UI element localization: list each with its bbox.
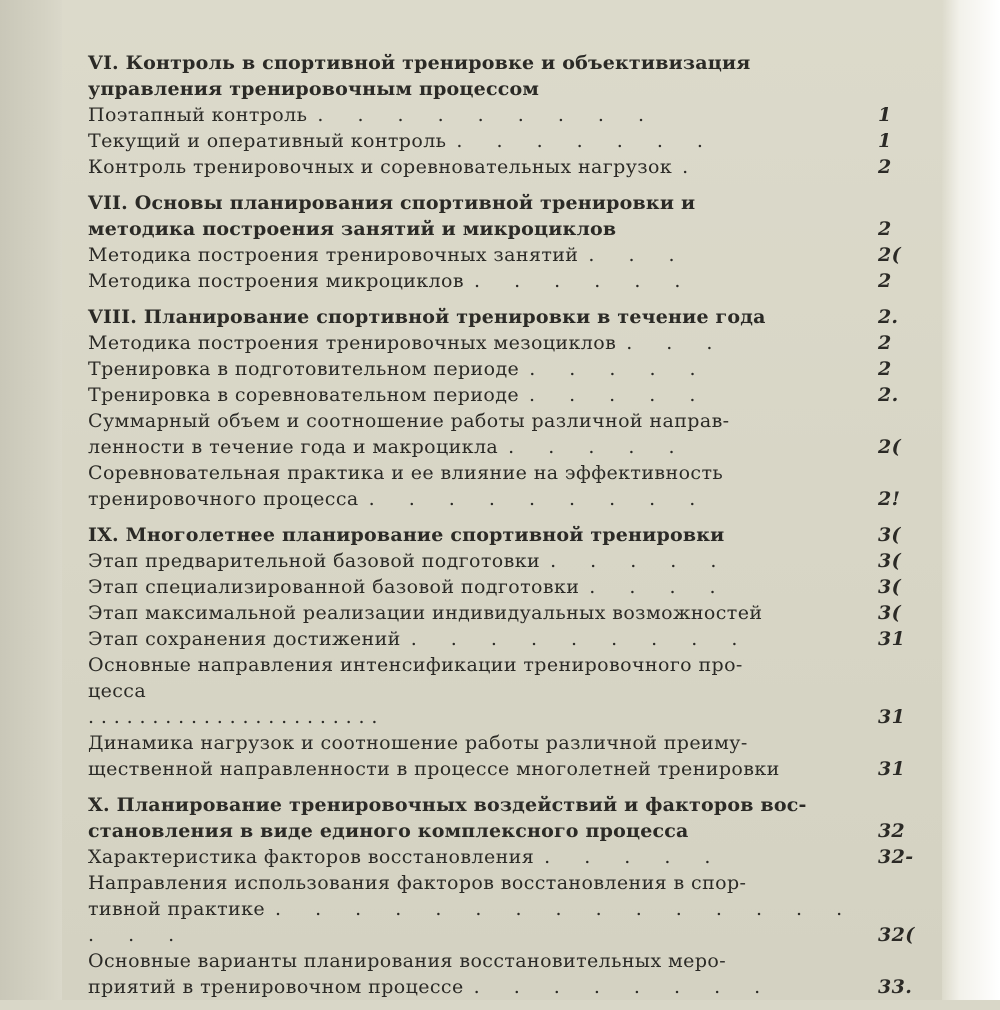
toc-entry xyxy=(88,102,948,128)
section-title-line: VIII. Планирование спортивной тренировки в течение года xyxy=(88,306,766,328)
entry-text: Соревновательная практика и ее влияние на эффективность xyxy=(88,462,724,484)
toc-entry xyxy=(88,844,948,870)
entry-text: Текущий и оперативный контроль xyxy=(88,130,447,152)
page-number: 31 xyxy=(878,758,906,780)
page-number: 33. xyxy=(878,976,913,998)
leader-dots: . . . xyxy=(588,244,689,266)
page-number: 32( xyxy=(878,924,915,946)
toc-entry xyxy=(88,382,948,408)
toc-entry xyxy=(88,626,948,652)
page-number: 31 xyxy=(878,628,906,650)
page-number: 2 xyxy=(878,218,892,240)
leader-dots: . xyxy=(682,156,703,178)
section-title xyxy=(88,522,948,548)
leader-dots: . . . . . xyxy=(508,436,689,458)
entry-text: приятий в тренировочном процессе xyxy=(88,976,464,998)
leader-dots: . . . xyxy=(626,332,727,354)
entry-text: Тренировка в подготовительном периоде xyxy=(88,358,520,380)
entry-text: Суммарный объем и соотношение работы различной направ- xyxy=(88,410,730,432)
toc-entry xyxy=(88,242,948,268)
leader-dots: . . . . . . . . . xyxy=(368,488,710,510)
page-number: 2( xyxy=(878,436,902,458)
toc-entry xyxy=(88,356,948,382)
page-number: 1 xyxy=(878,104,892,126)
page-edge-highlight xyxy=(942,0,1000,1000)
entry-text: тивной практике xyxy=(88,898,265,920)
page-number: 3( xyxy=(878,576,902,598)
toc-section-viii xyxy=(88,304,948,512)
page-number: 2 xyxy=(878,270,892,292)
toc-entry xyxy=(88,330,948,356)
leader-dots: . . . . . . . xyxy=(456,130,717,152)
leader-dots: . . . . . xyxy=(544,846,725,868)
leader-dots: . . . . . xyxy=(529,384,710,406)
page-number: 3( xyxy=(878,550,902,572)
leader-dots: . . . . . . . . . . . . . . . . . . . . . . . xyxy=(88,706,378,728)
leader-dots: . . . . . . . . xyxy=(473,976,775,998)
entry-text: Динамика нагрузок и соотношение работы различной преиму- xyxy=(88,732,748,754)
page-number: 2. xyxy=(878,306,899,328)
leader-dots: . . . . . . xyxy=(474,270,695,292)
toc-section-ix xyxy=(88,522,948,782)
page-number: 3( xyxy=(878,602,902,624)
entry-text: цесса xyxy=(88,680,147,702)
toc-entry xyxy=(88,652,948,730)
page-number: 31 xyxy=(878,706,906,728)
section-title-line: IX. Многолетнее планирование спортивной тренировки xyxy=(88,524,725,546)
toc-section-vii xyxy=(88,190,948,294)
page-number: 1 xyxy=(878,130,892,152)
page-number: 32 xyxy=(878,820,905,842)
entry-text: Основные направления интенсификации тренировочного про- xyxy=(88,654,743,676)
entry-text: Этап максимальной реализации индивидуальных возможностей xyxy=(88,602,763,624)
leader-dots: . . . . xyxy=(589,576,730,598)
page-number: 2. xyxy=(878,384,899,406)
page-number: 32- xyxy=(878,846,914,868)
toc-entry xyxy=(88,600,948,626)
leader-dots: . . . . . xyxy=(550,550,731,572)
entry-text: Характеристика факторов восстановления xyxy=(88,846,535,868)
section-title-line: методика построения занятий и микроциклов xyxy=(88,218,617,240)
entry-text: Тренировка в соревновательном периоде xyxy=(88,384,519,406)
entry-text: Этап предварительной базовой подготовки xyxy=(88,550,541,572)
toc-entry xyxy=(88,154,948,180)
toc-entry xyxy=(88,128,948,154)
entry-text: Методика построения тренировочных занятий xyxy=(88,244,579,266)
toc-entry xyxy=(88,460,948,512)
section-title-line: управления тренировочным процессом xyxy=(88,78,540,100)
toc-entry xyxy=(88,268,948,294)
entry-text: Поэтапный контроль xyxy=(88,104,308,126)
entry-text: Направления использования факторов восстановления в спор- xyxy=(88,872,747,894)
toc-entry xyxy=(88,948,948,1000)
entry-text: ленности в течение года и макроцикла xyxy=(88,436,499,458)
section-title-line: становления в виде единого комплексного процесса xyxy=(88,820,689,842)
page-number: 2 xyxy=(878,332,892,354)
section-title-line: VI. Контроль в спортивной тренировке и объективизация xyxy=(88,52,751,74)
section-title-line: X. Планирование тренировочных воздействий и факторов вос- xyxy=(88,794,807,816)
section-title xyxy=(88,304,948,330)
toc-section-vi xyxy=(88,50,948,180)
leader-dots: . . . . . . . . . xyxy=(317,104,659,126)
section-title xyxy=(88,190,948,242)
entry-text: Этап сохранения достижений xyxy=(88,628,401,650)
toc-entry xyxy=(88,574,948,600)
table-of-contents xyxy=(88,50,948,1010)
page-gutter-shadow xyxy=(0,0,62,1000)
leader-dots: . . . . . . . . . . . . . . . . . . xyxy=(88,898,857,946)
leader-dots: . . . . . . . . . xyxy=(410,628,752,650)
entry-text: Методика построения микроциклов xyxy=(88,270,464,292)
page-number: 2 xyxy=(878,358,892,380)
page-number: 2! xyxy=(878,488,901,510)
page-number: 3( xyxy=(878,524,901,546)
entry-text: щественной направленности в процессе многолетней тренировки xyxy=(88,758,780,780)
section-title-line: VII. Основы планирования спортивной тренировки и xyxy=(88,192,696,214)
entry-text: Методика построения тренировочных мезоциклов xyxy=(88,332,617,354)
leader-dots: . . . . . xyxy=(529,358,710,380)
toc-entry xyxy=(88,870,948,948)
toc-entry xyxy=(88,408,948,460)
page-number: 2 xyxy=(878,156,892,178)
toc-entry xyxy=(88,730,948,782)
entry-text: Основные варианты планирования восстановительных меро- xyxy=(88,950,727,972)
section-title xyxy=(88,50,948,102)
entry-text: Контроль тренировочных и соревновательных нагрузок xyxy=(88,156,673,178)
page-number: 2( xyxy=(878,244,902,266)
toc-section-x xyxy=(88,792,948,1000)
entry-text: Этап специализированной базовой подготовки xyxy=(88,576,580,598)
section-title xyxy=(88,792,948,844)
toc-entry xyxy=(88,548,948,574)
entry-text: тренировочного процесса xyxy=(88,488,359,510)
